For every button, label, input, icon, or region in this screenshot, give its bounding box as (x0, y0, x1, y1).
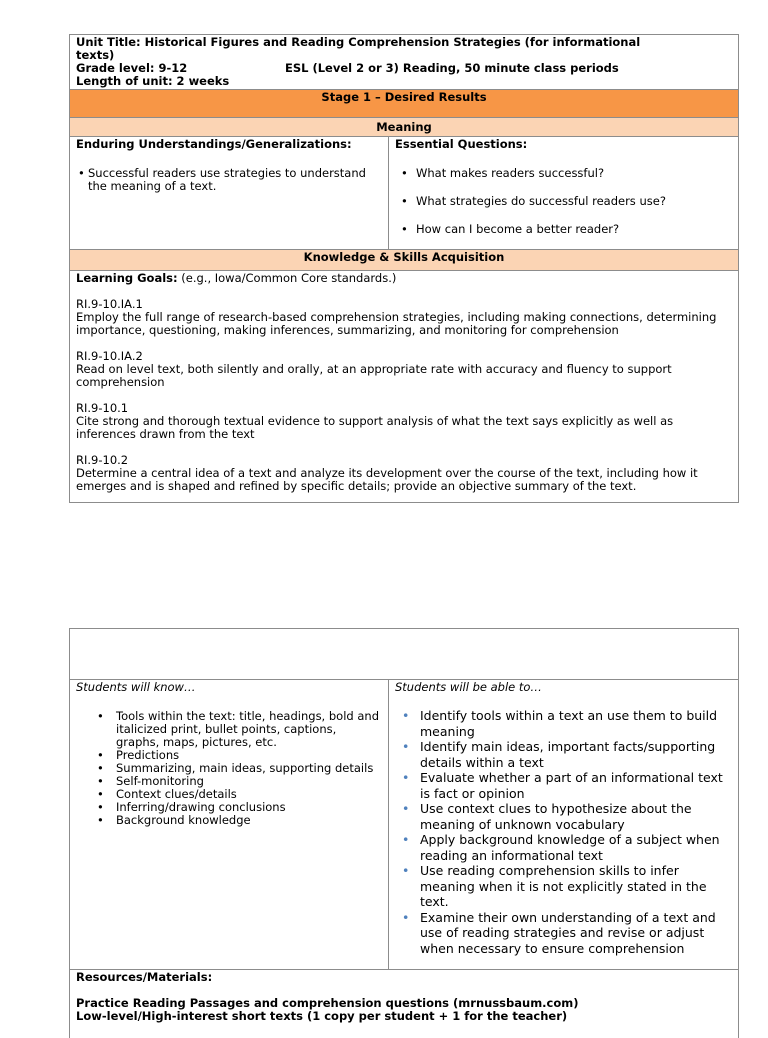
know-cell (70, 680, 389, 969)
able-heading: Students will be able to… (395, 680, 542, 694)
grade-level: Grade level: 9-12 (76, 61, 188, 75)
know-list (76, 710, 382, 827)
list-item: • Identify main ideas, important facts/supporting details within a text (395, 739, 732, 770)
learning-goals-label: Learning Goals: (76, 271, 178, 285)
list-item: • Examine their own understanding of a text and use of reading strategies and revise or adjust when necessary to ensure comprehension (395, 910, 732, 957)
essential-heading: Essential Questions: (395, 137, 528, 151)
resources-cell (70, 970, 738, 1023)
unit-plan-table (69, 34, 739, 503)
list-item: • Background knowledge (76, 814, 382, 827)
list-item: • What strategies do successful readers use? (395, 195, 732, 208)
list-item: • Identify tools within a text an use them to build meaning (395, 708, 732, 739)
stage1-heading: Stage 1 – Desired Results (70, 90, 738, 118)
standard (76, 350, 732, 389)
understandings-row (70, 137, 738, 250)
know-able-row (70, 680, 738, 970)
standard (76, 402, 732, 441)
able-cell (389, 680, 738, 969)
list-item: • Tools within the text: title, headings, bold and italicized print, bullet points, captions, graphs, maps, pictures, etc. (76, 710, 382, 749)
enduring-cell (70, 137, 389, 249)
meaning-heading: Meaning (70, 118, 738, 137)
list-item: • Use reading comprehension skills to infer meaning when it is not explicitly stated in the text. (395, 863, 732, 910)
list-item: • Use context clues to hypothesize about the meaning of unknown vocabulary (395, 801, 732, 832)
know-heading: Students will know… (76, 680, 196, 694)
standard-code: RI.9-10.2 (76, 453, 129, 467)
list-item: • Successful readers use strategies to understand the meaning of a text. (76, 167, 382, 193)
esl-info: ESL (Level 2 or 3) Reading, 50 minute class periods (285, 61, 619, 75)
skills-table (69, 628, 739, 1038)
standard-code: RI.9-10.1 (76, 401, 129, 415)
standard-code: RI.9-10.IA.1 (76, 297, 143, 311)
list-item: • Predictions (76, 749, 382, 762)
resource-line: Low-level/High-interest short texts (1 copy per student + 1 for the teacher) (76, 1009, 568, 1023)
resources-heading: Resources/Materials: (76, 970, 213, 984)
list-item: • Summarizing, main ideas, supporting details (76, 762, 382, 775)
standard-text: Employ the full range of research-based comprehension strategies, including making connections, determining importance, questioning, making inferences, summarizing, and monitoring for comprehension (76, 310, 717, 337)
unit-length: Length of unit: 2 weeks (76, 74, 230, 88)
standard (76, 454, 732, 493)
list-item: • Apply background knowledge of a subject when reading an informational text (395, 832, 732, 863)
enduring-list (76, 167, 382, 193)
list-item: • Evaluate whether a part of an informational text is fact or opinion (395, 770, 732, 801)
enduring-heading: Enduring Understandings/Generalizations: (76, 137, 352, 151)
learning-goals-cell (70, 271, 738, 493)
standard-text: Determine a central idea of a text and analyze its development over the course of the text, including how it emerges and is shaped and refined by specific details; provide an objective summary of the text. (76, 466, 698, 493)
learning-goals-note: (e.g., Iowa/Common Core standards.) (181, 271, 397, 285)
list-item: • Inferring/drawing conclusions (76, 801, 382, 814)
essential-cell (389, 137, 738, 249)
essential-list (395, 167, 732, 236)
unit-title: Unit Title: Historical Figures and Reading Comprehension Strategies (for informational texts) (76, 35, 641, 62)
resource-line: Practice Reading Passages and comprehension questions (mrnussbaum.com) (76, 996, 579, 1010)
list-item: • What makes readers successful? (395, 167, 732, 180)
list-item: • How can I become a better reader? (395, 223, 732, 236)
list-item: • Context clues/details (76, 788, 382, 801)
standard-text: Cite strong and thorough textual evidence to support analysis of what the text says explicitly as well as inferences drawn from the text (76, 414, 674, 441)
able-list (395, 708, 732, 956)
knowledge-heading: Knowledge & Skills Acquisition (70, 250, 738, 271)
standard (76, 298, 732, 337)
unit-header (70, 35, 738, 90)
list-item: • Self-monitoring (76, 775, 382, 788)
empty-header-row (70, 629, 738, 680)
standard-text: Read on level text, both silently and orally, at an appropriate rate with accuracy and fluency to support comprehension (76, 362, 672, 389)
standard-code: RI.9-10.IA.2 (76, 349, 143, 363)
